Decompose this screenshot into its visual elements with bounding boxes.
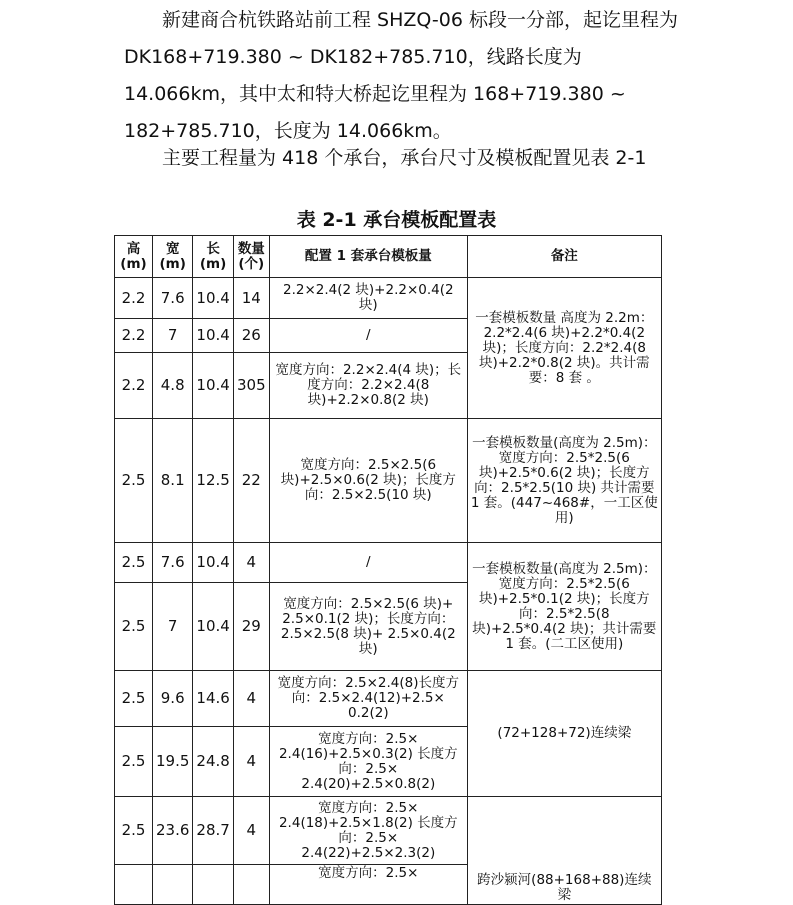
table-row bbox=[115, 419, 662, 543]
table-row bbox=[115, 671, 662, 727]
cell-width: 9.6 bbox=[153, 671, 193, 727]
cell-note: 一套模板数量(高度为 2.5m)：宽度方向：2.5*2.5(6 块)+2.5*0.6(2 块)；长度方向：2.5*2.5(10 块) 共计需要 1 套。(447~468#，一工区使用) bbox=[467, 419, 661, 543]
cell-count: 26 bbox=[233, 319, 269, 353]
table-row bbox=[115, 797, 662, 865]
cell-length bbox=[193, 865, 233, 905]
cell-height: 2.5 bbox=[115, 583, 153, 671]
intro-paragraph: 新建商合杭铁路站前工程 SHZQ-06 标段一分部，起讫里程为 DK168+719.380 ~ DK182+785.710，线路长度为 14.066km，其中太和特大桥起讫里程为 168+719.380 ~ 182+785.710，长度为 14.066km。 bbox=[124, 9, 678, 142]
cell-height: 2.5 bbox=[115, 727, 153, 797]
formwork-table bbox=[114, 235, 662, 905]
cell-height: 2.2 bbox=[115, 319, 153, 353]
table-header-row bbox=[115, 236, 662, 278]
cell-width: 23.6 bbox=[153, 797, 193, 865]
cell-note: 一套模板数量(高度为 2.5m)：宽度方向：2.5*2.5(6 块)+2.5*0.1(2 块)；长度方向：2.5*2.5(8 块)+2.5*0.4(2 块)；共计需要 1 套。(二工区使用) bbox=[467, 543, 661, 671]
cell-count: 4 bbox=[233, 797, 269, 865]
cell-width: 19.5 bbox=[153, 727, 193, 797]
cell-count: 4 bbox=[233, 543, 269, 583]
cell-count: 14 bbox=[233, 278, 269, 319]
cell-length: 10.4 bbox=[193, 319, 233, 353]
cell-width: 8.1 bbox=[153, 419, 193, 543]
table-row bbox=[115, 278, 662, 319]
cell-height: 2.5 bbox=[115, 671, 153, 727]
cell-count: 4 bbox=[233, 671, 269, 727]
cell-height: 2.5 bbox=[115, 797, 153, 865]
cell-config: / bbox=[269, 543, 467, 583]
cell-config: 宽度方向：2.5× bbox=[269, 865, 467, 905]
cell-length: 10.4 bbox=[193, 353, 233, 419]
cell-length: 14.6 bbox=[193, 671, 233, 727]
cell-width: 7.6 bbox=[153, 278, 193, 319]
cell-length: 10.4 bbox=[193, 583, 233, 671]
cell-note: (72+128+72)连续梁 bbox=[467, 671, 661, 797]
cell-config: / bbox=[269, 319, 467, 353]
header-height: 高(m) bbox=[115, 236, 153, 278]
header-note: 备注 bbox=[467, 236, 661, 278]
table-caption: 表 2-1 承台模板配置表 bbox=[296, 209, 497, 231]
cell-note: 一套模板数量 高度为 2.2m：2.2*2.4(6 块)+2.2*0.4(2 块)；长度方向：2.2*2.4(8 块)+2.2*0.8(2 块)。共计需要：8 套 。 bbox=[467, 278, 661, 419]
cell-config: 宽度方向：2.5× 2.4(18)+2.5×1.8(2) 长度方向：2.5× 2.4(22)+2.5×2.3(2) bbox=[269, 797, 467, 865]
cell-config: 2.2×2.4(2 块)+2.2×0.4(2 块) bbox=[269, 278, 467, 319]
cell-width: 7 bbox=[153, 583, 193, 671]
cell-width: 4.8 bbox=[153, 353, 193, 419]
cell-config: 宽度方向：2.5×2.5(6 块)+2.5×0.6(2 块)；长度方向：2.5×2.5(10 块) bbox=[269, 419, 467, 543]
cell-config: 宽度方向：2.5× 2.4(16)+2.5×0.3(2) 长度方向：2.5× 2.4(20)+2.5×0.8(2) bbox=[269, 727, 467, 797]
header-length: 长(m) bbox=[193, 236, 233, 278]
cell-config: 宽度方向：2.2×2.4(4 块)；长度方向：2.2×2.4(8 块)+2.2×0.8(2 块) bbox=[269, 353, 467, 419]
cell-width: 7 bbox=[153, 319, 193, 353]
cell-height bbox=[115, 865, 153, 905]
cell-config: 宽度方向：2.5×2.4(8)长度方向：2.5×2.4(12)+2.5× 0.2(2) bbox=[269, 671, 467, 727]
cell-height: 2.5 bbox=[115, 419, 153, 543]
cell-height: 2.2 bbox=[115, 278, 153, 319]
cell-count: 4 bbox=[233, 727, 269, 797]
header-count: 数量(个) bbox=[233, 236, 269, 278]
cell-note: 跨沙颍河(88+168+88)连续梁 bbox=[467, 797, 661, 905]
cell-length: 24.8 bbox=[193, 727, 233, 797]
cell-config: 宽度方向：2.5×2.5(6 块)+ 2.5×0.1(2 块)；长度方向：2.5×2.5(8 块)+ 2.5×0.4(2 块) bbox=[269, 583, 467, 671]
cell-length: 28.7 bbox=[193, 797, 233, 865]
cell-height: 2.2 bbox=[115, 353, 153, 419]
cell-width: 7.6 bbox=[153, 543, 193, 583]
cell-length: 10.4 bbox=[193, 278, 233, 319]
cell-count: 22 bbox=[233, 419, 269, 543]
cell-length: 10.4 bbox=[193, 543, 233, 583]
quantity-paragraph: 主要工程量为 418 个承台，承台尺寸及模板配置见表 2-1 bbox=[162, 147, 647, 169]
table-row bbox=[115, 543, 662, 583]
cell-count: 305 bbox=[233, 353, 269, 419]
cell-count: 29 bbox=[233, 583, 269, 671]
cell-width bbox=[153, 865, 193, 905]
cell-length: 12.5 bbox=[193, 419, 233, 543]
header-width: 宽(m) bbox=[153, 236, 193, 278]
header-config: 配置 1 套承台模板量 bbox=[269, 236, 467, 278]
cell-height: 2.5 bbox=[115, 543, 153, 583]
cell-count bbox=[233, 865, 269, 905]
